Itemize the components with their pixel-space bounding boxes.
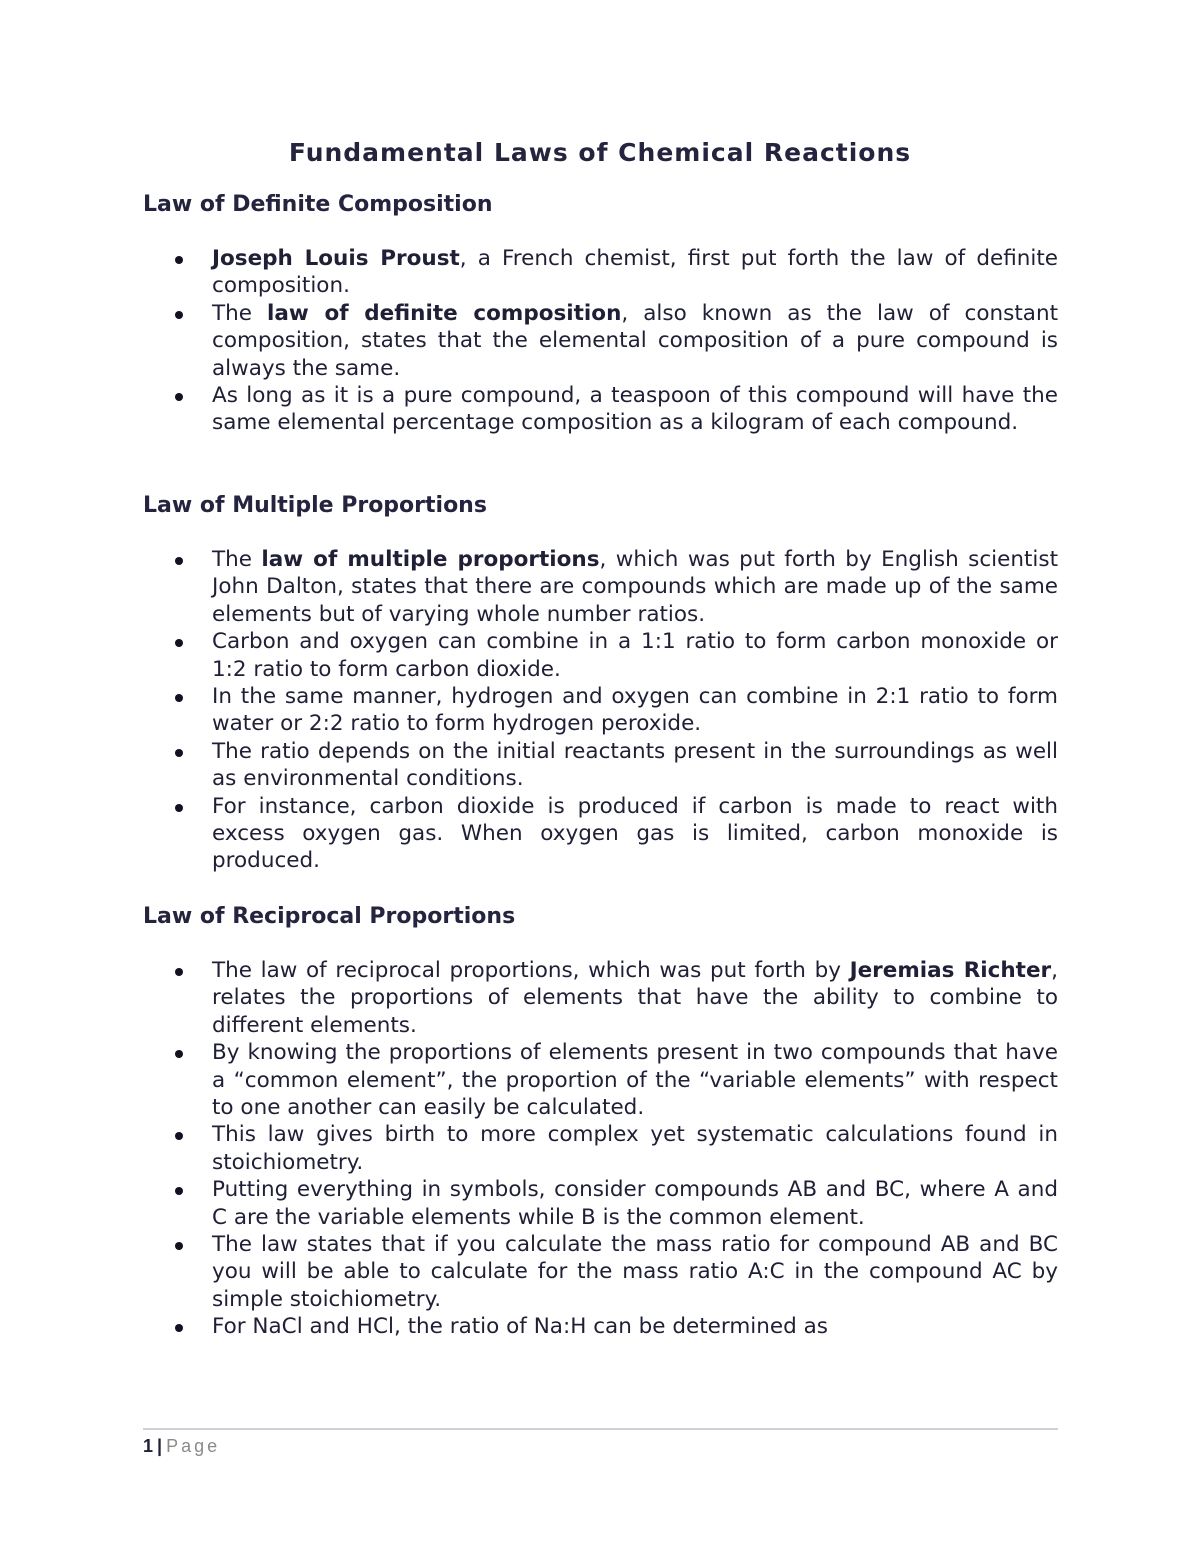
section-heading: Law of Reciprocal Proportions xyxy=(143,904,516,929)
bullet-text: As long as it is a pure compound, a teaspoon of this compound will have the same elemental percentage composition as a kilogram of each compound. xyxy=(212,383,1058,436)
section-heading: Law of Multiple Proportions xyxy=(143,493,487,518)
bullet-dot-icon xyxy=(175,557,183,565)
bullet-text: Putting everything in symbols, consider compounds AB and BC, where A and C are the variable elements while B is the common element. xyxy=(212,1177,1058,1230)
page-label: Page xyxy=(166,1436,221,1456)
bullet-text: In the same manner, hydrogen and oxygen can combine in 2:1 ratio to form water or 2:2 ratio to form hydrogen peroxide. xyxy=(212,684,1058,737)
bullet-dot-icon xyxy=(175,1132,183,1140)
bullet-text: The xyxy=(212,547,262,572)
footer-divider xyxy=(143,1428,1058,1430)
section-reciprocal-proportions xyxy=(143,903,1058,1341)
bold-term: Jeremias Richter xyxy=(849,958,1052,983)
bullet-item xyxy=(143,1176,1058,1231)
section-definite-composition xyxy=(143,191,1058,437)
bullet-dot-icon xyxy=(175,1050,183,1058)
bullet-text: , which was put forth by English scientist John Dalton, states that there are compounds which are made up of the same elements but of varying whole number ratios. xyxy=(212,547,1059,627)
bullet-text: The xyxy=(212,300,268,326)
bullet-item xyxy=(143,793,1058,875)
bold-term: law of definite composition xyxy=(267,300,622,326)
bullet-dot-icon xyxy=(175,1242,183,1250)
bullet-list xyxy=(143,546,1058,875)
bullet-item xyxy=(143,546,1058,628)
bullet-text: By knowing the proportions of elements present in two compounds that have a “common element”, the proportion of the “variable elements” with respect to one another can easily be calculated. xyxy=(212,1040,1058,1121)
bullet-item xyxy=(143,1231,1058,1313)
bullet-list xyxy=(143,245,1058,437)
section-heading: Law of Definite Composition xyxy=(143,192,493,217)
bullet-dot-icon xyxy=(175,804,183,812)
bullet-text: The ratio depends on the initial reactants present in the surroundings as well as environmental conditions. xyxy=(212,738,1058,792)
bold-term: law of multiple proportions xyxy=(261,547,600,572)
bullet-text: For NaCl and HCl, the ratio of Na:H can be determined as xyxy=(212,1314,828,1340)
bold-term: Joseph Louis Proust xyxy=(212,246,460,271)
bullet-dot-icon xyxy=(175,749,183,757)
footer-separator: | xyxy=(157,1436,163,1456)
page-number: 1 xyxy=(143,1436,154,1456)
bullet-text: , also known as the law of constant composition, states that the elemental composition of a pure compound is always the same. xyxy=(212,300,1058,381)
bullet-item xyxy=(143,245,1058,300)
bullet-text: , relates the proportions of elements that have the ability to combine to different elements. xyxy=(212,958,1058,1038)
bullet-text: The law of reciprocal proportions, which was put forth by xyxy=(212,958,850,983)
document-title: Fundamental Laws of Chemical Reactions xyxy=(288,138,912,167)
bullet-dot-icon xyxy=(175,1324,183,1332)
bullet-dot-icon xyxy=(175,639,183,647)
bullet-item xyxy=(143,1121,1058,1176)
section-multiple-proportions xyxy=(143,492,1058,875)
bullet-dot-icon xyxy=(175,694,183,702)
bullet-item xyxy=(143,382,1058,437)
bullet-dot-icon xyxy=(175,968,183,976)
bullet-item xyxy=(143,683,1058,738)
bullet-item xyxy=(143,628,1058,683)
bullet-item xyxy=(143,957,1058,1039)
bullet-dot-icon xyxy=(175,1187,183,1195)
page-footer xyxy=(143,1434,220,1458)
bullet-item xyxy=(143,1039,1058,1121)
bullet-text: This law gives birth to more complex yet systematic calculations found in stoichiometry. xyxy=(212,1122,1058,1175)
bullet-item xyxy=(143,300,1058,382)
bullet-text: The law states that if you calculate the mass ratio for compound AB and BC you will be able to calculate for the mass ratio A:C in the compound AC by simple stoichiometry. xyxy=(212,1232,1058,1312)
bullet-text: , a French chemist, first put forth the law of definite composition. xyxy=(212,246,1058,299)
bullet-dot-icon xyxy=(175,393,183,401)
bullet-dot-icon xyxy=(175,311,183,319)
bullet-text: Carbon and oxygen can combine in a 1:1 ratio to form carbon monoxide or 1:2 ratio to form carbon dioxide. xyxy=(212,629,1058,682)
bullet-item xyxy=(143,738,1058,793)
bullet-list xyxy=(143,957,1058,1341)
bullet-item xyxy=(143,1313,1058,1340)
bullet-dot-icon xyxy=(175,256,183,264)
bullet-text: For instance, carbon dioxide is produced if carbon is made to react with excess oxygen gas. When oxygen gas is limited, carbon monoxide is produced. xyxy=(212,793,1058,874)
